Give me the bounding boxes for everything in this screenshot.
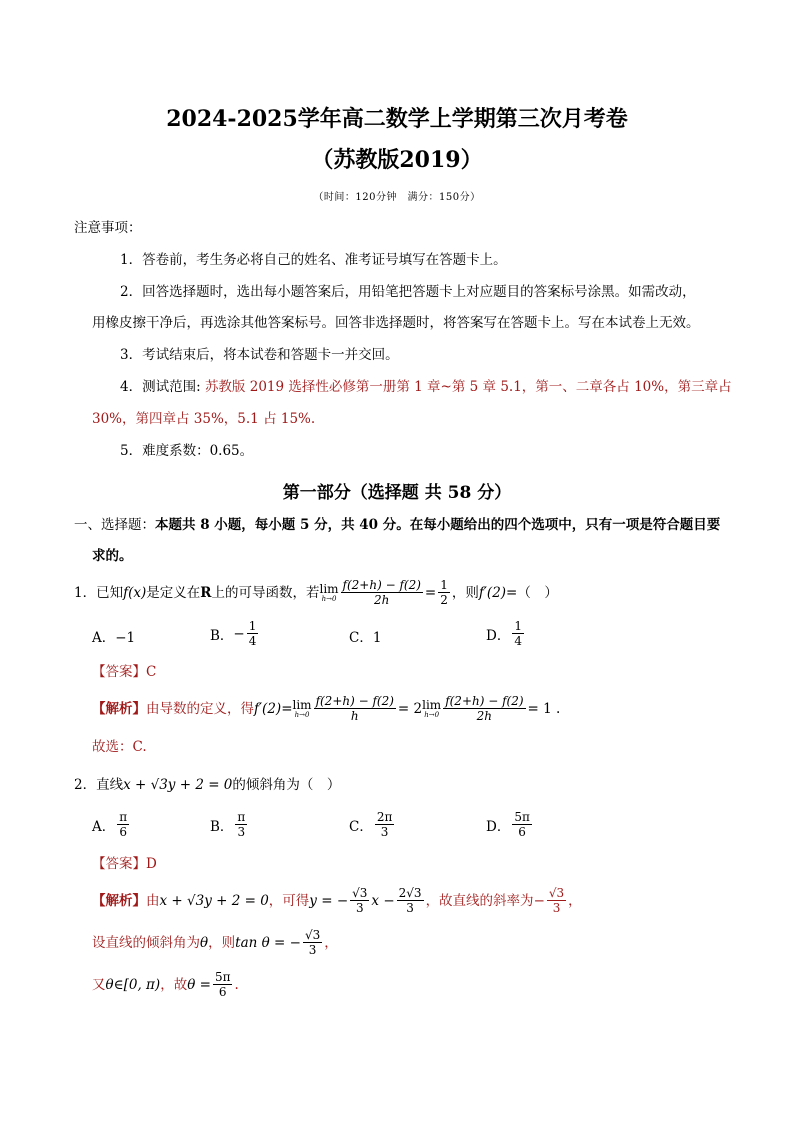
part1-instructions-cont: 求的。 (92, 548, 133, 564)
q2-option-a-frac (117, 810, 129, 839)
q1-option-b-num: 1 (248, 619, 257, 633)
q2-an1-end: ， (568, 892, 582, 909)
q1-analysis-tag: 【解析】 (92, 700, 146, 717)
q1-option-b (210, 619, 260, 648)
q2-an1-frac1 (350, 886, 369, 915)
q1-an-frac1 (314, 694, 396, 723)
q1-an-num2: f(2+h) − f(2) (445, 694, 524, 708)
q2-an1-eq: x + √3y + 2 = 0 (159, 892, 269, 909)
q2-option-b-label: B． (210, 818, 234, 835)
q1-an-f: f′(2) (254, 700, 282, 717)
q2-option-d-den: 6 (518, 825, 526, 839)
q2-an1-a: 由 (146, 892, 160, 909)
q1-frac-den: 2h (374, 593, 390, 607)
q2-tail: 的倾斜角为（ ） (232, 777, 341, 793)
q1-limit (319, 583, 338, 603)
q2-option-c (349, 810, 396, 839)
q1-fraction (341, 578, 423, 607)
q2-option-c-frac (375, 810, 395, 839)
q1-analysis-text: 由导数的定义，得 (146, 700, 254, 717)
q2-an1-y: y = − (309, 892, 349, 909)
q1-frac-num: f(2+h) − f(2) (342, 578, 421, 592)
q2-prefix: 2．直线 (74, 777, 124, 793)
q1-an-lim2-text: lim (422, 697, 442, 712)
q2-an2-end: ， (324, 934, 338, 951)
q2-an3-theta: θ = (187, 976, 211, 993)
q2-option-c-num: 2π (376, 810, 393, 824)
notice-item-4a (120, 377, 732, 397)
q1-option-b-sign: − (233, 625, 245, 642)
q1-R: R (200, 584, 212, 601)
q1-an-limit2 (422, 699, 441, 719)
q1-fprime: f′(2) (478, 584, 507, 601)
q2-option-b-frac (235, 810, 247, 839)
q1-option-d (486, 619, 526, 648)
q2-an2-theta: θ (200, 934, 209, 951)
q1-option-d-den: 4 (514, 634, 522, 648)
q1-mid: 是定义在 (146, 584, 201, 601)
part1-instructions (74, 515, 720, 535)
q2-option-d-num: 5π (514, 810, 530, 824)
q1-an-lim2-sub: h→0 (424, 710, 440, 719)
q2-option-c-label: C． (349, 818, 373, 835)
q1-option-a (92, 626, 135, 646)
q1-rhs-den: 2 (440, 593, 448, 607)
q1-lim-text: lim (319, 581, 339, 596)
q2-analysis-tag: 【解析】 (92, 892, 146, 909)
q2-an2-a: 设直线的倾斜角为 (92, 934, 200, 951)
notice-item-2a: 2．回答选择题时，选出每小题答案后，用铅笔把答题卡上对应题目的答案标号涂黑。如需改动， (120, 284, 696, 300)
q2-analysis-line-1 (92, 886, 582, 915)
q2-an2-frac (303, 928, 322, 957)
q2-an1-frac3 (547, 886, 566, 915)
q1-analysis (92, 694, 560, 723)
q2-option-b-den: 3 (237, 825, 246, 839)
notice-item-4-prefix: 4．测试范围: (120, 379, 205, 395)
q1-option-b-label: B． (210, 627, 234, 644)
q2-an2-n: √3 (304, 928, 321, 942)
q2-an1-d1: 3 (355, 901, 364, 915)
q2-analysis-line-3 (92, 970, 239, 999)
q1-option-d-frac (512, 619, 524, 648)
q1-option-d-num: 1 (514, 619, 522, 633)
q2-an3-b: ，故 (160, 976, 188, 993)
q2-an2-b: ，则 (208, 934, 236, 951)
part1-title: 第一部分（选择题 共 58 分） (282, 483, 512, 503)
q2-an1-d2: 3 (406, 901, 414, 915)
notice-item-4b: 30%，第四章占 35%，5.1 占 15%. (92, 411, 316, 427)
q1-an-lim-sub: h→0 (294, 710, 310, 719)
q1-answer-tag: 【答案】 (92, 664, 146, 680)
notice-item-2b: 用橡皮擦干净后，再选涂其他答案标号。回答非选择题时，将答案写在答题卡上。写在本试卷上无效。 (92, 315, 700, 331)
q2-equation: x + √3y + 2 = 0 (123, 777, 233, 793)
q2-answer-tag: 【答案】 (92, 856, 146, 872)
q2-answer (92, 854, 157, 874)
exam-title: 2024-2025学年高二数学上学期第三次月考卷 (166, 106, 628, 132)
exam-meta: （时间：120分钟 满分：150分） (313, 192, 481, 203)
part1-instr-prefix: 一、选择题： (74, 517, 155, 533)
q1-answer-value: C (146, 664, 157, 680)
q1-an-den2: 2h (476, 709, 493, 723)
q2-option-d (486, 810, 534, 839)
q1-an-den1: h (350, 709, 359, 723)
q2-an1-n3: √3 (548, 886, 565, 900)
q2-option-a-den: 6 (119, 825, 128, 839)
q2-an3-frac (213, 970, 233, 999)
q2-option-b (210, 810, 249, 839)
notice-item-3: 3．考试结束后，将本试卷和答题卡一并交回。 (120, 347, 399, 363)
q1-rhs-num: 1 (440, 578, 448, 592)
q2-an3-range: θ∈[0, π) (105, 976, 161, 993)
part1-instr-body: 本题共 8 小题，每小题 5 分，共 40 分。在每小题给出的四个选项中，只有一项是符合题目要 (155, 517, 721, 533)
q1-mid2: 上的可导函数，若 (211, 584, 320, 601)
q2-an1-b: ，可得 (268, 892, 310, 909)
q1-rhs (438, 578, 450, 607)
q1-option-c (349, 626, 381, 646)
q1-an-frac2 (443, 694, 525, 723)
q2-an3-d: 6 (218, 985, 227, 999)
q1-lim-sub: h→0 (321, 594, 337, 603)
q1-an-end: = 1 . (527, 700, 561, 717)
q1-tail: ，则 (451, 584, 479, 601)
q2-an2-d: 3 (308, 943, 317, 957)
q1-fx: f(x) (123, 584, 147, 601)
question-1 (74, 578, 558, 607)
q1-option-b-frac (247, 619, 259, 648)
q2-an2-tan: tan θ = − (235, 934, 301, 951)
q1-option-d-label: D． (486, 627, 511, 644)
q2-option-a-label: A． (92, 818, 116, 835)
q2-an1-n2: 2√3 (398, 886, 422, 900)
q2-option-a-num: π (119, 810, 128, 824)
q1-analysis-formula (254, 694, 560, 723)
notice-item-5: 5．难度系数：0.65。 (120, 443, 254, 459)
q2-an1-c: ，故直线的斜率为 (425, 892, 534, 909)
q1-eq: = (424, 584, 437, 601)
exam-subtitle: （苏教版2019） (311, 147, 483, 173)
q2-an3-end: . (234, 976, 239, 993)
q2-an3-a: 又 (92, 976, 106, 993)
q2-option-c-den: 3 (380, 825, 389, 839)
question-2 (74, 775, 340, 795)
notice-item-1: 1．答卷前，考生务必将自己的姓名、准考证号填写在答题卡上。 (120, 252, 507, 268)
q1-option-c-text: C．1 (349, 630, 382, 646)
q1-option-b-den: 4 (248, 634, 257, 648)
q1-answer (92, 662, 156, 682)
q1-an-limit (293, 699, 312, 719)
q1-tail2: =（ ） (506, 584, 558, 601)
q1-choose: 故选：C. (92, 739, 147, 755)
q2-an1-d3: 3 (552, 901, 561, 915)
q2-an1-x: x − (371, 892, 395, 909)
q2-option-d-label: D． (486, 818, 511, 835)
q2-an1-frac2 (397, 886, 424, 915)
q1-an-eq2: = 2 (397, 700, 423, 717)
q2-option-b-num: π (237, 810, 246, 824)
q2-analysis-line-2 (92, 928, 338, 957)
q2-an1-n1: √3 (352, 886, 368, 900)
notice-heading: 注意事项： (74, 220, 142, 236)
q1-an-num1: f(2+h) − f(2) (315, 694, 394, 708)
notice-item-4-range: 苏教版 2019 选择性必修第一册第 1 章~第 5 章 5.1，第一、二章各占 10%，第三章占 (204, 379, 732, 395)
q1-option-a-text: A．−1 (92, 630, 136, 646)
q1-an-lim-text: lim (292, 697, 312, 712)
q2-an3-n: 5π (214, 970, 231, 984)
q1-an-eq: = (281, 700, 293, 717)
q1-prefix: 1．已知 (74, 584, 124, 601)
q2-option-d-frac (512, 810, 532, 839)
q2-option-a (92, 810, 131, 839)
q2-an1-minus: − (533, 892, 545, 909)
q2-answer-value: D (146, 856, 157, 872)
